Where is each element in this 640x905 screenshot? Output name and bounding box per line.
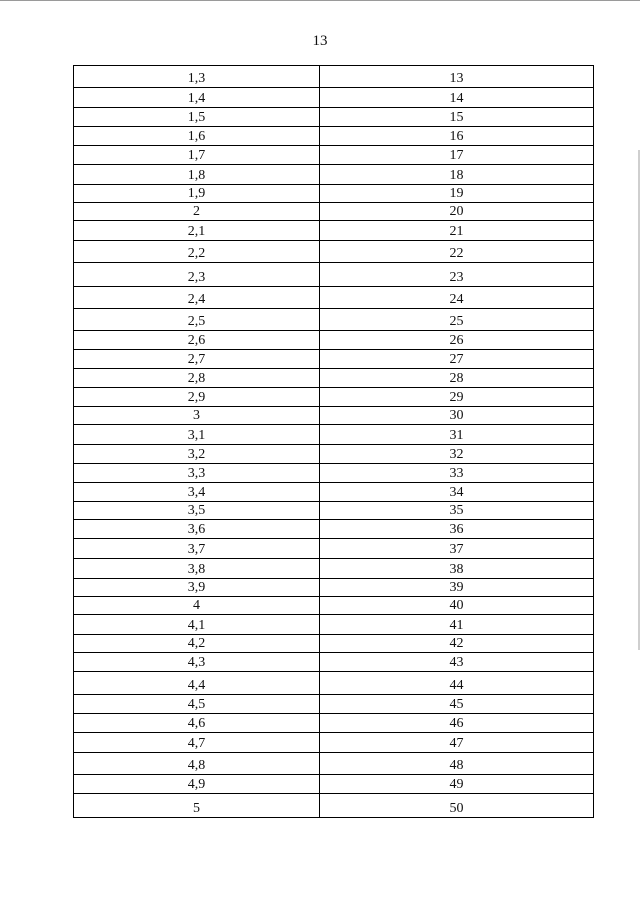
table-cell-value: 3,3	[74, 464, 320, 483]
conversion-table	[73, 65, 594, 818]
table-cell-value: 1,9	[74, 185, 320, 203]
table-cell-value: 4,5	[74, 695, 320, 714]
table-cell-number: 30	[320, 407, 594, 425]
table-row	[74, 221, 594, 241]
scan-border-top	[0, 0, 640, 1]
table-body	[74, 66, 594, 818]
table-row	[74, 794, 594, 818]
table-cell-number: 31	[320, 425, 594, 445]
table-row	[74, 127, 594, 146]
table-cell-value: 3,1	[74, 425, 320, 445]
table-cell-number: 21	[320, 221, 594, 241]
table-cell-number: 35	[320, 502, 594, 520]
table-row	[74, 539, 594, 559]
table-cell-number: 29	[320, 388, 594, 407]
table-row	[74, 369, 594, 388]
table-cell-value: 2,1	[74, 221, 320, 241]
table-cell-value: 2,8	[74, 369, 320, 388]
table-row	[74, 287, 594, 309]
table-cell-number: 22	[320, 241, 594, 263]
table-cell-value: 3,6	[74, 520, 320, 539]
table-row	[74, 597, 594, 615]
table-row	[74, 241, 594, 263]
table-row	[74, 520, 594, 539]
table-row	[74, 331, 594, 350]
table-cell-value: 4,6	[74, 714, 320, 733]
table-cell-number: 45	[320, 695, 594, 714]
table-row	[74, 775, 594, 794]
table-cell-value: 4,9	[74, 775, 320, 794]
table-cell-number: 36	[320, 520, 594, 539]
table-cell-number: 49	[320, 775, 594, 794]
table-cell-value: 4,7	[74, 733, 320, 753]
table-cell-number: 48	[320, 753, 594, 775]
table-cell-value: 1,7	[74, 146, 320, 165]
table-row	[74, 502, 594, 520]
table-cell-number: 41	[320, 615, 594, 635]
table-cell-value: 3,2	[74, 445, 320, 464]
table-row	[74, 407, 594, 425]
table-row	[74, 88, 594, 108]
table-row	[74, 185, 594, 203]
table-row	[74, 445, 594, 464]
table-cell-value: 3,5	[74, 502, 320, 520]
table-cell-number: 19	[320, 185, 594, 203]
table-cell-number: 34	[320, 483, 594, 502]
table-row	[74, 579, 594, 597]
table-cell-value: 4	[74, 597, 320, 615]
table-row	[74, 483, 594, 502]
table-cell-number: 38	[320, 559, 594, 579]
table-cell-number: 44	[320, 672, 594, 695]
table-cell-value: 2,6	[74, 331, 320, 350]
table-cell-number: 47	[320, 733, 594, 753]
table-row	[74, 635, 594, 653]
table-cell-number: 39	[320, 579, 594, 597]
table-cell-value: 5	[74, 794, 320, 818]
table-cell-number: 27	[320, 350, 594, 369]
table-cell-number: 15	[320, 108, 594, 127]
table-cell-value: 4,1	[74, 615, 320, 635]
table-cell-value: 4,4	[74, 672, 320, 695]
table-row	[74, 350, 594, 369]
table-row	[74, 263, 594, 287]
table-row	[74, 146, 594, 165]
table-row	[74, 464, 594, 483]
table-cell-number: 43	[320, 653, 594, 672]
table-cell-value: 3,7	[74, 539, 320, 559]
table-cell-value: 4,8	[74, 753, 320, 775]
table-cell-value: 3,9	[74, 579, 320, 597]
table-cell-number: 13	[320, 66, 594, 88]
table-row	[74, 388, 594, 407]
table-cell-number: 37	[320, 539, 594, 559]
table-cell-value: 2,4	[74, 287, 320, 309]
table-cell-value: 2,9	[74, 388, 320, 407]
table-row	[74, 66, 594, 88]
table-row	[74, 108, 594, 127]
table-cell-number: 14	[320, 88, 594, 108]
table-row	[74, 203, 594, 221]
table-cell-value: 2,5	[74, 309, 320, 331]
table-row	[74, 672, 594, 695]
table-row	[74, 559, 594, 579]
table-cell-number: 50	[320, 794, 594, 818]
table-cell-number: 16	[320, 127, 594, 146]
table-cell-value: 2,7	[74, 350, 320, 369]
table-cell-value: 2,2	[74, 241, 320, 263]
table-cell-value: 2,3	[74, 263, 320, 287]
table-cell-value: 1,4	[74, 88, 320, 108]
table-cell-number: 26	[320, 331, 594, 350]
table-row	[74, 695, 594, 714]
table-cell-value: 2	[74, 203, 320, 221]
table-cell-value: 4,3	[74, 653, 320, 672]
table-cell-value: 1,6	[74, 127, 320, 146]
table-cell-number: 17	[320, 146, 594, 165]
table-row	[74, 165, 594, 185]
table-cell-number: 18	[320, 165, 594, 185]
table-cell-number: 42	[320, 635, 594, 653]
table-row	[74, 653, 594, 672]
table-row	[74, 615, 594, 635]
table-cell-value: 1,5	[74, 108, 320, 127]
table-cell-value: 3,4	[74, 483, 320, 502]
table-cell-number: 32	[320, 445, 594, 464]
table-row	[74, 425, 594, 445]
table-cell-number: 40	[320, 597, 594, 615]
table-row	[74, 733, 594, 753]
table-row	[74, 753, 594, 775]
table-cell-number: 25	[320, 309, 594, 331]
table-cell-number: 46	[320, 714, 594, 733]
table-cell-number: 20	[320, 203, 594, 221]
table-cell-number: 28	[320, 369, 594, 388]
table-cell-value: 3	[74, 407, 320, 425]
page-number: 13	[312, 33, 328, 49]
table-row	[74, 309, 594, 331]
table-cell-number: 23	[320, 263, 594, 287]
table-cell-value: 1,8	[74, 165, 320, 185]
table-cell-number: 24	[320, 287, 594, 309]
table-cell-value: 3,8	[74, 559, 320, 579]
table-cell-value: 4,2	[74, 635, 320, 653]
table-cell-value: 1,3	[74, 66, 320, 88]
table-row	[74, 714, 594, 733]
table-cell-number: 33	[320, 464, 594, 483]
